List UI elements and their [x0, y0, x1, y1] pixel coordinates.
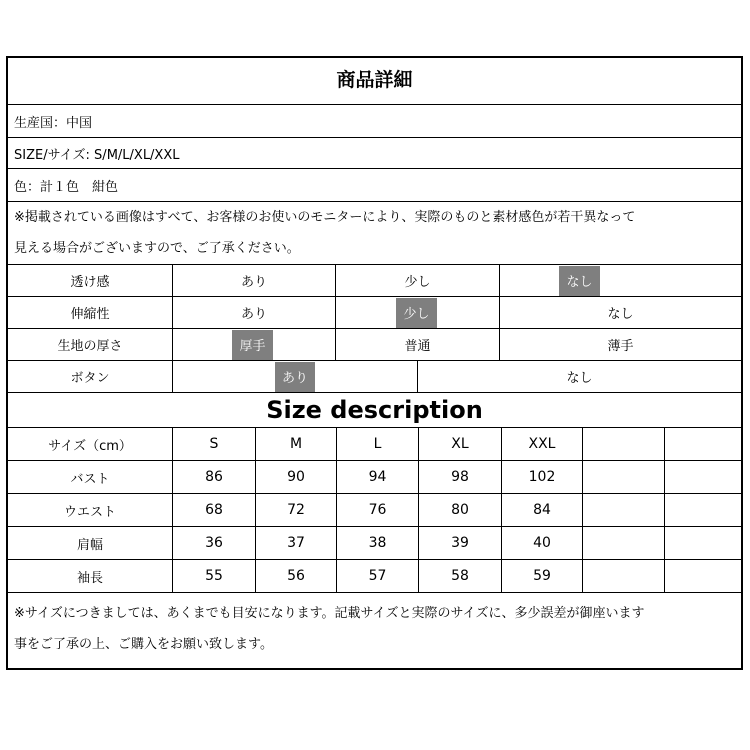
attr-option: 少し — [336, 265, 500, 296]
attr-option-selected — [173, 329, 336, 360]
color-info: 色：計１色 紺色 — [8, 169, 741, 202]
size-notice — [8, 593, 741, 668]
attr-option: なし — [607, 307, 634, 322]
attr-option-selected — [500, 265, 741, 296]
size-value: 90 — [256, 461, 337, 493]
size-col-header: M — [256, 428, 337, 460]
size-value — [583, 494, 665, 526]
size-notice-line-1: ※サイズにつきましては、あくまでも目安になります。記載サイズと実際のサイズに、多少誤差が御座います — [14, 606, 645, 621]
size-col-header — [665, 428, 741, 460]
attr-option: なし — [566, 371, 593, 386]
size-header-row — [8, 428, 741, 461]
size-value: 68 — [173, 494, 256, 526]
size-value — [583, 560, 665, 592]
size-notice-line-2: 事をご了承の上、ご購入をお願い致します。 — [14, 637, 273, 652]
size-header-label: サイズ（cm） — [8, 428, 173, 460]
attr-option: 薄手 — [607, 339, 634, 354]
size-value: 37 — [256, 527, 337, 559]
size-value: 59 — [502, 560, 583, 592]
size-value: 38 — [337, 527, 419, 559]
size-value: 98 — [419, 461, 502, 493]
size-value: 84 — [502, 494, 583, 526]
attr-option-selected — [173, 361, 418, 392]
attr-option: あり — [173, 297, 336, 328]
size-value: 58 — [419, 560, 502, 592]
attr-label: 生地の厚さ — [8, 329, 173, 360]
size-table-title: Size description — [8, 393, 741, 428]
color-notice — [8, 202, 741, 265]
size-value: 76 — [337, 494, 419, 526]
size-value: 36 — [173, 527, 256, 559]
size-col-header — [583, 428, 665, 460]
attr-option: あり — [173, 265, 336, 296]
attr-label: 伸縮性 — [8, 297, 173, 328]
size-value: 72 — [256, 494, 337, 526]
product-detail-sheet — [6, 56, 743, 670]
size-col-header: XL — [419, 428, 502, 460]
size-col-header: L — [337, 428, 419, 460]
size-value — [583, 527, 665, 559]
size-value: 80 — [419, 494, 502, 526]
size-value: 86 — [173, 461, 256, 493]
size-col-header: XXL — [502, 428, 583, 460]
size-value: 57 — [337, 560, 419, 592]
size-value — [665, 494, 741, 526]
size-row-label: 肩幅 — [8, 527, 173, 559]
selected-highlight: 少し — [396, 298, 436, 328]
size-value: 56 — [256, 560, 337, 592]
size-value: 40 — [502, 527, 583, 559]
attr-row-stretch — [8, 297, 741, 329]
size-value — [583, 461, 665, 493]
size-row-label: バスト — [8, 461, 173, 493]
size-row-label: ウエスト — [8, 494, 173, 526]
size-row-sleeve — [8, 560, 741, 593]
size-value: 55 — [173, 560, 256, 592]
available-sizes: SIZE/サイズ: S/M/L/XL/XXL — [8, 138, 741, 169]
notice-line-2: 見える場合がございますので、ご了承ください。 — [14, 241, 300, 256]
attr-row-button — [8, 361, 741, 393]
size-value: 102 — [502, 461, 583, 493]
notice-line-1: ※掲載されている画像はすべて、お客様のお使いのモニターにより、実際のものと素材感色が若干異なって — [14, 210, 636, 225]
size-value — [665, 461, 741, 493]
size-row-waist — [8, 494, 741, 527]
size-value: 39 — [419, 527, 502, 559]
size-row-shoulder — [8, 527, 741, 560]
attr-row-thickness — [8, 329, 741, 361]
size-value: 94 — [337, 461, 419, 493]
attr-label: 透け感 — [8, 265, 173, 296]
size-value — [665, 527, 741, 559]
selected-highlight: なし — [559, 266, 599, 296]
size-value — [665, 560, 741, 592]
size-col-header: S — [173, 428, 256, 460]
size-row-label: 袖長 — [8, 560, 173, 592]
attr-row-transparency — [8, 265, 741, 297]
attr-option: 普通 — [336, 329, 500, 360]
selected-highlight: あり — [275, 362, 315, 392]
attr-option-selected — [336, 297, 500, 328]
page-title: 商品詳細 — [8, 58, 741, 105]
selected-highlight: 厚手 — [232, 330, 272, 360]
attr-label: ボタン — [8, 361, 173, 392]
size-row-bust — [8, 461, 741, 494]
country-of-origin: 生産国：中国 — [8, 105, 741, 138]
